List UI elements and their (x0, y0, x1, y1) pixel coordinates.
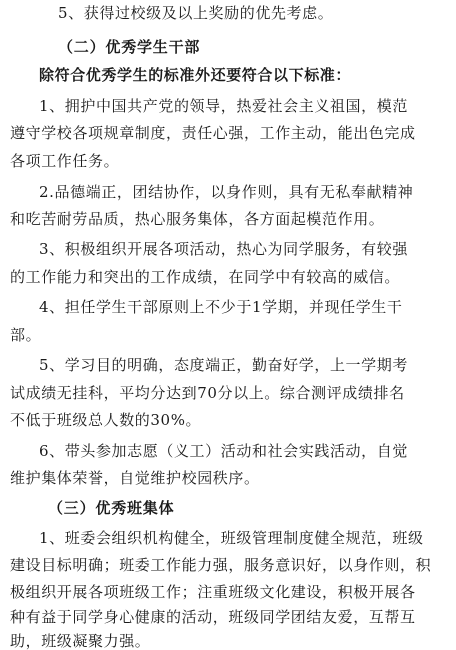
text-line: 5、获得过校级及以上奖励的优先考虑。 (58, 4, 334, 22)
section-heading-outstanding-class: （三）优秀班集体 (48, 499, 175, 517)
text-line: 和吃苦耐劳品质，热心服务集体，各方面起模范作用。 (10, 210, 385, 228)
section-heading-outstanding-cadres: （二）优秀学生干部 (58, 38, 201, 56)
text-line: 1、拥护中国共产党的领导，热爱社会主义祖国，模范 (39, 97, 408, 115)
text-line: 1、班委会组织机构健全，班级管理制度健全规范，班级 (39, 529, 424, 547)
text-line: 各项工作任务。 (10, 152, 120, 170)
text-line: 4、担任学生干部原则上不少于1学期，并现任学生干 (39, 298, 403, 316)
text-line: 不低于班级总人数的30%。 (10, 411, 202, 429)
text-line: 极组织开展各项班级工作；注重班级文化建设，积极开展各 (10, 583, 416, 601)
text-line: 部。 (10, 326, 42, 344)
text-line: 试成绩无挂科，平均分达到70分以上。综合测评成绩排名 (10, 384, 405, 402)
text-line: 维护集体荣誉，自觉维护校园秩序。 (10, 469, 260, 487)
text-line: 3、积极组织开展各项活动，热心为同学服务，有较强 (39, 240, 408, 258)
text-line: 除符合优秀学生的标准外还要符合以下标准： (39, 66, 352, 84)
text-line: 2.品德端正，团结协作，以身作则，具有无私奉献精神 (39, 183, 414, 201)
text-line: 5、学习目的明确，态度端正，勤奋好学，上一学期考 (39, 356, 408, 374)
text-line: 遵守学校各项规章制度，责任心强，工作主动，能出色完成 (10, 124, 416, 142)
text-line: 的工作能力和突出的工作成绩，在同学中有较高的威信。 (10, 268, 401, 286)
text-line: 种有益于同学身心健康的活动，班级同学团结友爱，互帮互 (10, 608, 416, 626)
text-line: 6、带头参加志愿（义工）活动和社会实践活动，自觉 (39, 442, 408, 460)
text-line: 建设目标明确；班委工作能力强，服务意识好，以身作则，积 (10, 556, 432, 574)
text-line: 助，班级凝聚力强。 (10, 632, 151, 650)
